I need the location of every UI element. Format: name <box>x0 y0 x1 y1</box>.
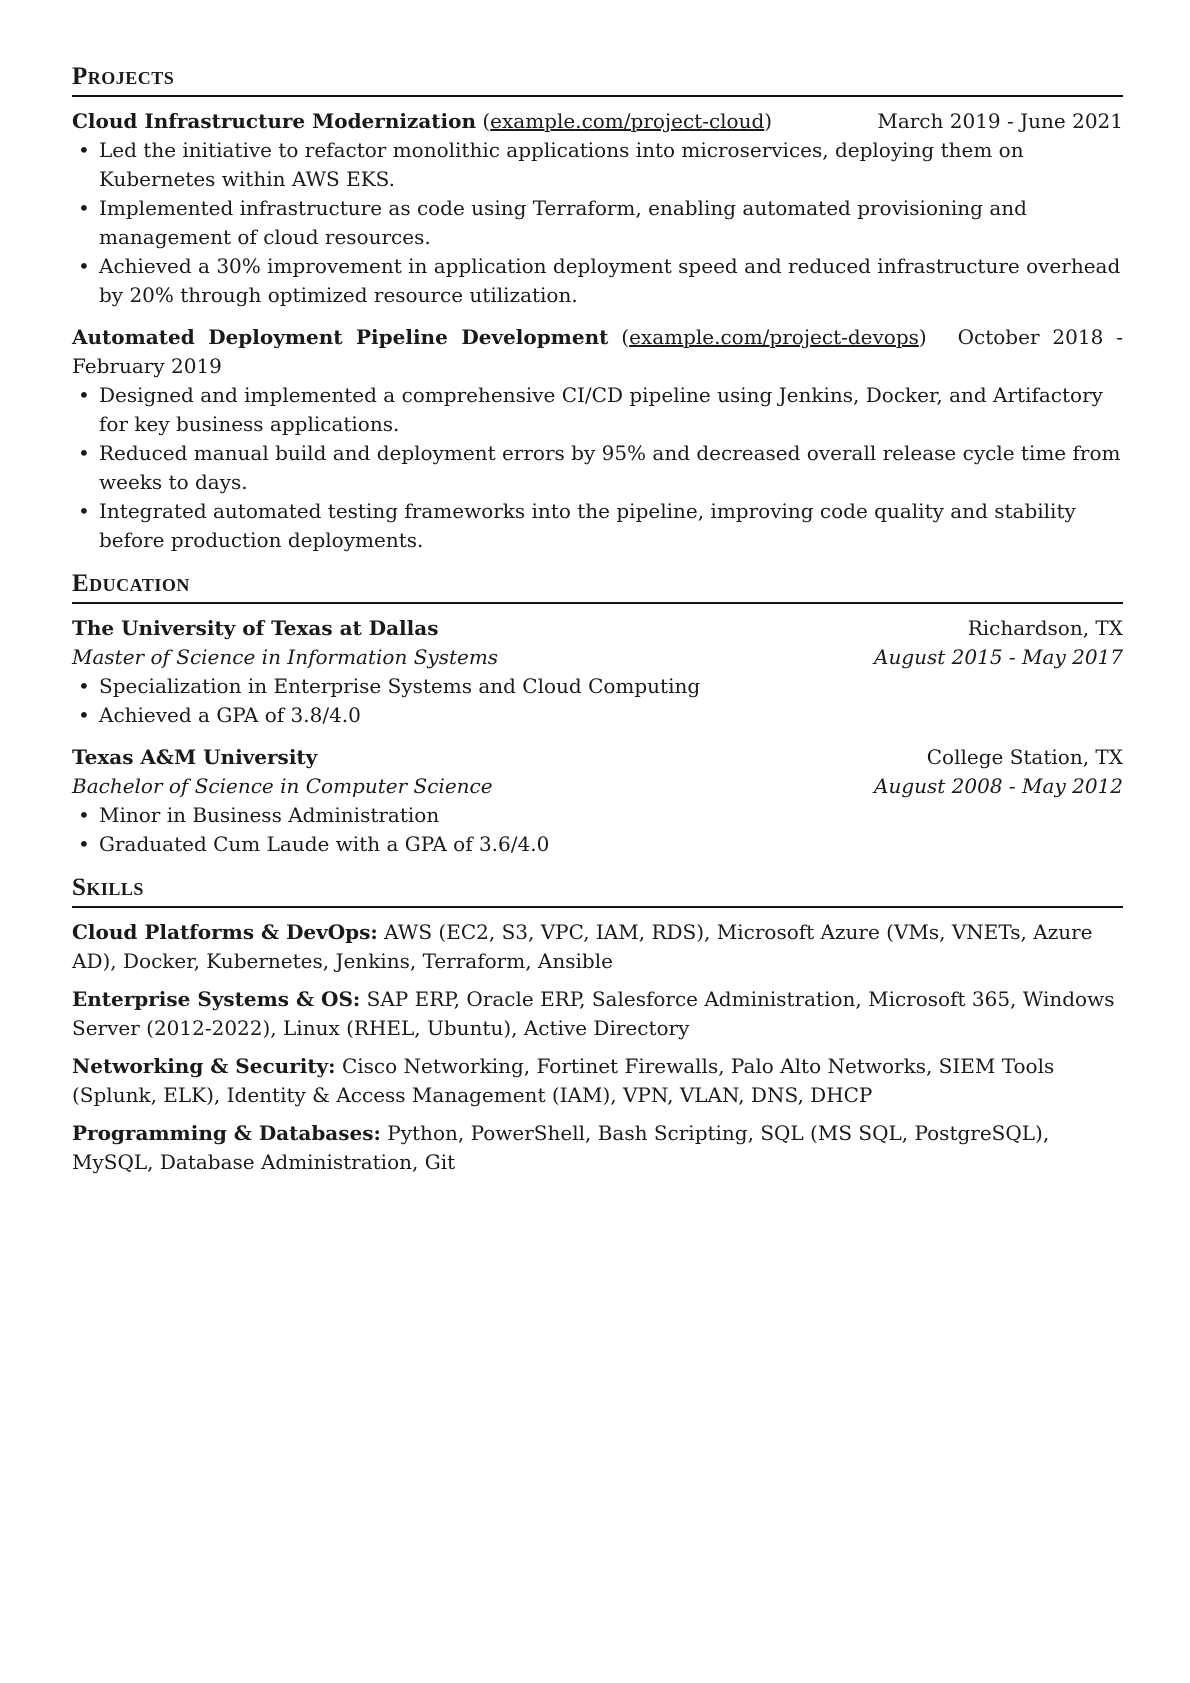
project-bullets <box>72 136 1123 310</box>
bullet-item: • Graduated Cum Laude with a GPA of 3.6/4.0 <box>99 830 1123 859</box>
skill-row <box>72 1119 1123 1177</box>
skill-label: Networking & Security: <box>72 1054 336 1078</box>
project-dates: October 2018 - February 2019 <box>72 325 1123 378</box>
resume-page <box>72 62 1123 1191</box>
bullet-item: • Specialization in Enterprise Systems and Cloud Computing <box>99 672 1123 701</box>
education-bullets <box>72 672 1123 730</box>
education-section <box>72 569 1123 859</box>
school-name: The University of Texas at Dallas <box>72 616 439 640</box>
skill-value: Cisco Networking, Fortinet Firewalls, Palo Alto Networks, SIEM Tools (Splunk, ELK), Identity & Access Management (IAM), VPN, VLAN, DNS, DHCP <box>72 1054 1055 1107</box>
bullet-item: • Led the initiative to refactor monolithic applications into microservices, deploying them on Kubernetes within AWS EKS. <box>99 136 1123 194</box>
project-entry: Automated Deployment Pipeline Development (example.com/project-devops) October 2018 - February 2019 • Designed and implemented a comprehensive CI/CD pipeline using Jenkins, Docker, and Artifactory for key business applications. • Reduced manual build and deployment errors by 95% and decreased overall release cycle time from weeks to days. • Integrated automated testing frameworks into the pipeline, improving code quality and stability before production deployments. <box>72 323 1123 555</box>
school-location: Richardson, TX <box>967 616 1123 640</box>
bullet-item: • Minor in Business Administration <box>99 801 1123 830</box>
project-link[interactable]: example.com/project-devops <box>629 325 919 349</box>
project-bullets <box>72 381 1123 555</box>
education-heading: Education <box>72 569 1123 604</box>
bullet-item: • Reduced manual build and deployment errors by 95% and decreased overall release cycle time from weeks to days. <box>99 439 1123 497</box>
project-entry: Cloud Infrastructure Modernization (example.com/project-cloud) March 2019 - June 2021 • Led the initiative to refactor monolithic applications into microservices, deploying them on Kubernetes within AWS EKS. • Implemented infrastructure as code using Terraform, enabling automated provisioning and management of cloud resources. • Achieved a 30% improvement in application deployment speed and reduced infrastructure overhead by 20% through optimized resource utilization. <box>72 107 1123 310</box>
bullet-item: • Designed and implemented a comprehensive CI/CD pipeline using Jenkins, Docker, and Artifactory for key business applications. <box>99 381 1123 439</box>
bullet-item: • Achieved a GPA of 3.8/4.0 <box>99 701 1123 730</box>
education-entry <box>72 743 1123 859</box>
school-location: College Station, TX <box>926 745 1123 769</box>
education-dates: August 2008 - May 2012 <box>874 774 1123 798</box>
education-bullets <box>72 801 1123 859</box>
projects-section <box>72 62 1123 555</box>
project-title: Cloud Infrastructure Modernization <box>72 109 476 133</box>
skill-row <box>72 918 1123 976</box>
projects-heading: Projects <box>72 62 1123 97</box>
skill-label: Enterprise Systems & OS: <box>72 987 361 1011</box>
skill-value: Python, PowerShell, Bash Scripting, SQL (MS SQL, PostgreSQL), MySQL, Database Administration, Git <box>72 1121 1050 1174</box>
degree-name: Master of Science in Information Systems <box>72 645 499 669</box>
degree-name: Bachelor of Science in Computer Science <box>72 774 493 798</box>
skill-row <box>72 1052 1123 1110</box>
skill-label: Cloud Platforms & DevOps: <box>72 920 378 944</box>
project-dates: March 2019 - June 2021 <box>877 109 1123 133</box>
skill-label: Programming & Databases: <box>72 1121 381 1145</box>
bullet-item: • Implemented infrastructure as code using Terraform, enabling automated provisioning and management of cloud resources. <box>99 194 1123 252</box>
skills-section <box>72 873 1123 1177</box>
skill-row <box>72 985 1123 1043</box>
education-entry <box>72 614 1123 730</box>
school-name: Texas A&M University <box>72 745 318 769</box>
skills-heading: Skills <box>72 873 1123 908</box>
bullet-item: • Achieved a 30% improvement in application deployment speed and reduced infrastructure overhead by 20% through optimized resource utilization. <box>99 252 1123 310</box>
skill-value: AWS (EC2, S3, VPC, IAM, RDS), Microsoft Azure (VMs, VNETs, Azure AD), Docker, Kubernetes, Jenkins, Terraform, Ansible <box>72 920 1093 973</box>
education-dates: August 2015 - May 2017 <box>874 645 1123 669</box>
skill-value: SAP ERP, Oracle ERP, Salesforce Administration, Microsoft 365, Windows Server (2012-2022), Linux (RHEL, Ubuntu), Active Directory <box>72 987 1115 1040</box>
project-title: Automated Deployment Pipeline Development <box>72 325 609 349</box>
bullet-item: • Integrated automated testing frameworks into the pipeline, improving code quality and stability before production deployments. <box>99 497 1123 555</box>
project-link[interactable]: example.com/project-cloud <box>490 109 765 133</box>
